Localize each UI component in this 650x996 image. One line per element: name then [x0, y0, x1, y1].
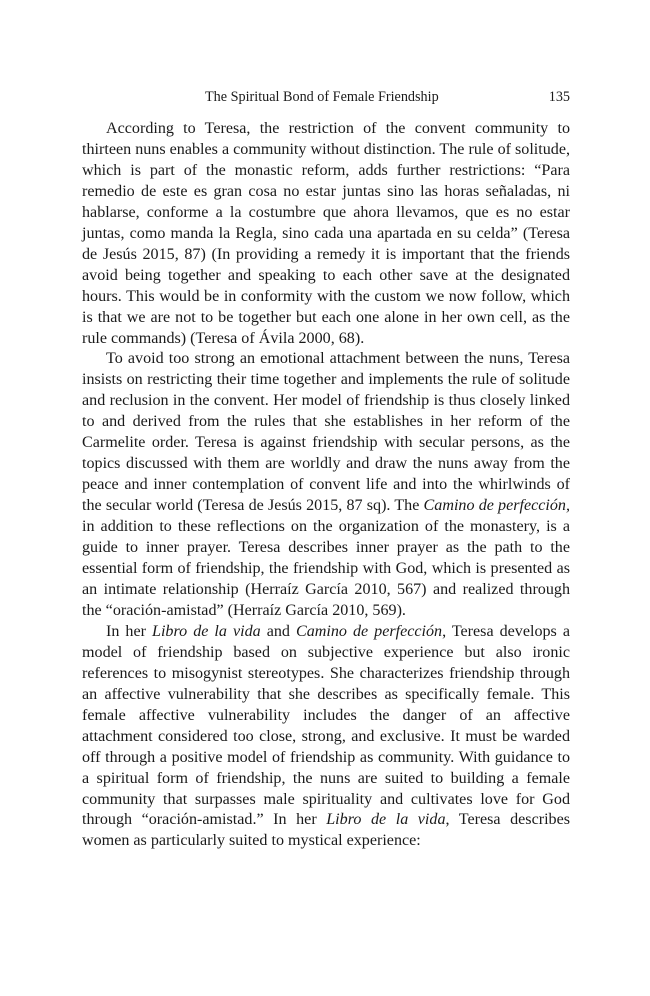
paragraph: [82, 119, 570, 349]
text-segment: In her: [106, 622, 152, 640]
text-segment: To avoid too strong an emotional attachment between the nuns, Teresa insists on restricting their time together and implements the rule of solitude and reclusion in the convent. Her model of friendship is thus closely linked to and derived from the rules that she establishes in her reform of the Carmelite order. Teresa is against friendship with secular persons, as the topics discussed with them are worldly and draw the nuns away from the peace and inner contemplation of convent life and into the whirlwinds of the secular world (Teresa de Jesús 2015, 87 sq). The: [82, 350, 570, 515]
text-segment: in addition to these reflections on the organization of the monastery, is a guide to inner prayer. Teresa describes inner prayer as the path to the essential form of friendship, the friendship with God, which is presented as an intimate relationship (Herraíz García 2010, 567) and realized through the “oración-amistad” (Herraíz García 2010, 569).: [82, 518, 570, 619]
paragraph: [82, 622, 570, 852]
running-head: [82, 87, 570, 107]
book-title: Camino de perfección,: [423, 497, 570, 515]
text-segment: , Teresa describes women as particularly suited to mystical experience:: [82, 811, 570, 850]
book-title: Libro de la vida: [326, 811, 446, 829]
page-number: 135: [548, 89, 570, 105]
text-segment: , Teresa develops a model of friendship based on subjective experience but also ironic references to misogynist stereotypes. She characterizes friendship through an affective vulnerability that she describes as specifically female. This female affective vulnerability includes the danger of an affective attachment considered too close, strong, and exclusive. It must be warded off through a positive model of friendship as community. With guidance to a spiritual form of friendship, the nuns are suited to building a female community that surpasses male spirituality and cultivates love for God through “oración-amistad.” In her: [82, 622, 570, 829]
text-segment: According to Teresa, the restriction of the convent community to thirteen nuns enables a community without distinction. The rule of solitude, which is part of the monastic reform, adds further restrictions: “Para remedio de este es gran cosa no estar juntas sino las horas señaladas, ni hablarse, conforme a la costumbre que ahora llevamos, que es no estar juntas, como manda la Regla, sino cada una apartada en su celda” (Teresa de Jesús 2015, 87) (In providing a remedy it is important that the friends avoid being together and speaking to each other save at the designated hours. This would be in conformity with the custom we now follow, which is that we are not to be together but each one alone in her own cell, as the rule commands) (Teresa of Ávila 2000, 68).: [82, 120, 570, 347]
text-segment: and: [260, 622, 296, 640]
running-title: The Spiritual Bond of Female Friendship: [205, 89, 439, 105]
paragraph: [82, 349, 570, 621]
book-title: Camino de perfección: [295, 622, 443, 640]
book-title: Libro de la vida: [152, 622, 261, 640]
body-text: [82, 119, 570, 852]
